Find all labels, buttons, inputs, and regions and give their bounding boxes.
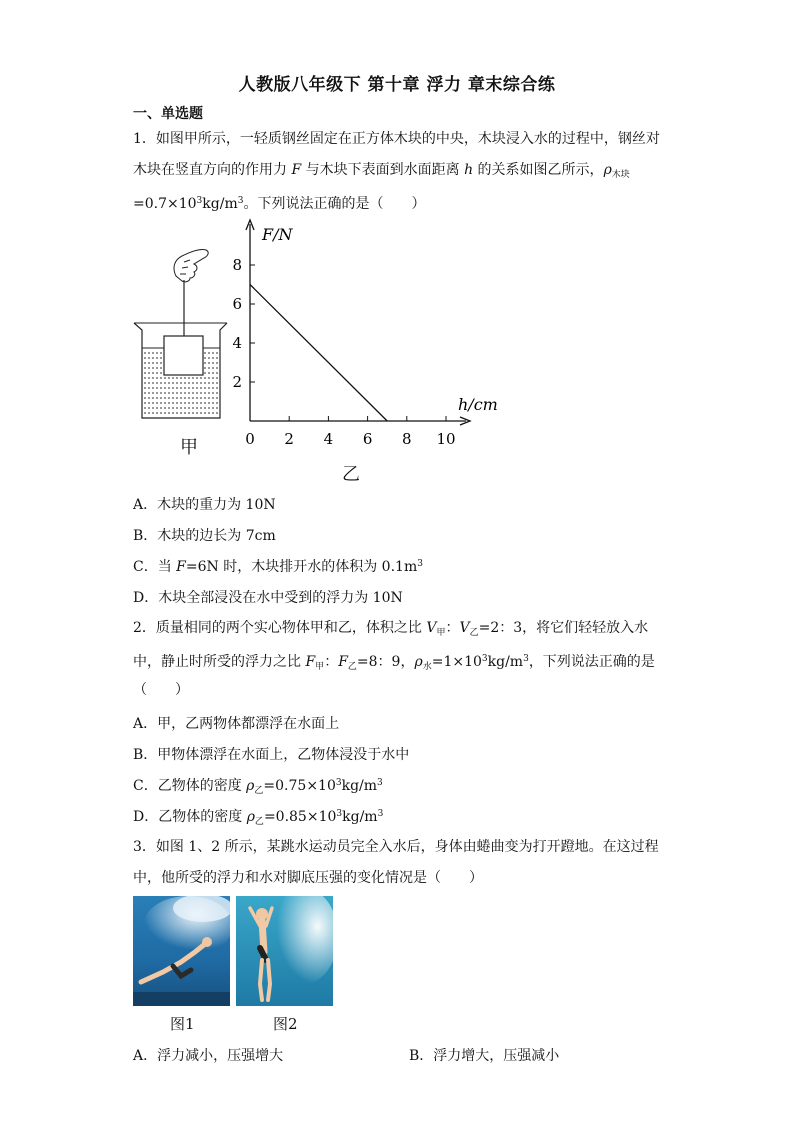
q1-exp: 3 [237, 196, 244, 206]
q1-exp: 3 [196, 196, 203, 206]
q2-rho: ρ [414, 654, 423, 670]
q2-text: ： [445, 620, 460, 636]
diver-photo-2 [236, 896, 333, 1006]
q2-var: F [305, 654, 316, 670]
q1-stem-line2 [133, 160, 630, 185]
chart-marks [250, 285, 387, 422]
x-tick-label: 2 [284, 430, 294, 448]
q2-text: =2：3，将它们轻轻放入水 [478, 620, 649, 636]
q2-text: ，下列说法正确的是 [528, 654, 655, 670]
q2-sub: 甲 [436, 628, 446, 638]
q2-sub: 水 [422, 662, 432, 672]
q2-text: =8：9， [356, 654, 415, 670]
q1-stem-line1: 1．如图甲所示，一轻质钢丝固定在正方体木块的中央，木块浸入水的过程中，钢丝对 [133, 131, 660, 147]
chart-ticks [232, 256, 455, 448]
q3-stem-line1: 3．如图 1、2 所示，某跳水运动员完全入水后，身体由蜷曲变为打开蹬地。在这过程 [133, 839, 659, 855]
q1-text: 。下列说法正确的是（ ） [243, 196, 426, 212]
photo-1-caption: 图1 [170, 1015, 195, 1033]
q1-option-a[interactable]: A．木块的重力为 10N [133, 497, 276, 513]
q3-stem-line2: 中，他所受的浮力和水对脚底压强的变化情况是（ ） [133, 870, 483, 886]
q2-sub: 乙 [347, 662, 357, 672]
q2-var: V [459, 620, 470, 636]
q1-text: 木块在竖直方向的作用力 [133, 162, 292, 178]
fig-caption-yi: 乙 [342, 464, 360, 485]
q1-text: =0.7×10 [133, 196, 197, 212]
q1-option-c[interactable] [133, 556, 423, 576]
x-axis-label: h/cm [458, 395, 498, 414]
q2-text: 中，静止时所受的浮力之比 [133, 654, 306, 670]
q1-var-f: F [291, 162, 302, 178]
y-tick-label: 8 [232, 256, 242, 274]
q2-option-c[interactable] [133, 775, 383, 796]
option-sub: 乙 [254, 786, 264, 796]
option-text: D．乙物体的密度 [133, 809, 247, 825]
q2-var: V [426, 620, 437, 636]
option-exp: 3 [417, 559, 423, 569]
q2-sub: 乙 [469, 628, 479, 638]
option-text: =6N 时，木块排开水的体积为 0.1m [185, 559, 418, 575]
y-axis-label: F/N [262, 225, 293, 244]
option-exp: 3 [336, 809, 343, 819]
q2-sub: 甲 [315, 662, 325, 672]
q2-exp: 3 [481, 654, 488, 664]
chart-axes [246, 220, 470, 425]
q2-exp: 3 [523, 654, 529, 664]
option-rho: ρ [246, 778, 255, 794]
figure-jia-beaker [128, 240, 228, 460]
option-exp: 3 [377, 809, 384, 819]
y-tick-label: 6 [232, 295, 242, 313]
x-tick-label: 6 [362, 430, 373, 448]
diver-photo-1 [133, 896, 230, 1006]
q2-stem-line1 [133, 618, 648, 643]
q1-option-b[interactable]: B．木块的边长为 7cm [133, 528, 276, 544]
q2-option-a[interactable]: A．甲，乙两物体都漂浮在水面上 [133, 716, 340, 732]
page-title: 人教版八年级下 第十章 浮力 章末综合练 [238, 75, 556, 95]
f-h-line [250, 285, 387, 422]
q3-option-b[interactable]: B．浮力增大，压强减小 [409, 1048, 560, 1064]
q1-text: 的关系如图乙所示， [473, 162, 604, 178]
fig-caption-jia: 甲 [180, 437, 198, 458]
q2-option-d[interactable] [133, 806, 383, 827]
q1-rho: ρ [603, 162, 612, 178]
q2-stem-line2 [133, 649, 655, 677]
x-tick-label: 4 [323, 430, 334, 448]
option-exp: 3 [335, 778, 342, 788]
option-sub: 乙 [254, 817, 264, 827]
q1-var-h: h [464, 162, 474, 178]
figure-yi-chart [230, 218, 510, 450]
option-text: kg/m [341, 778, 378, 794]
x-tick-label: 0 [245, 430, 255, 448]
q1-rho-sub: 木块 [611, 170, 630, 180]
q2-text: =1×10 [431, 654, 482, 670]
q1-text: 与木块下表面到水面距离 [301, 162, 465, 178]
option-exp: 3 [377, 778, 383, 788]
q2-option-b[interactable]: B．甲物体漂浮在水面上，乙物体浸没于水中 [133, 747, 410, 763]
hand-icon [174, 249, 208, 281]
q2-text: 2．质量相同的两个实心物体甲和乙，体积之比 [133, 620, 427, 636]
q2-stem-line3: （ ） [133, 682, 189, 698]
option-var: F [176, 559, 186, 575]
q1-option-d[interactable]: D．木块全部浸没在水中受到的浮力为 10N [133, 590, 403, 606]
option-text: C．乙物体的密度 [133, 778, 247, 794]
q1-text: kg/m [202, 196, 238, 212]
option-text: =0.85×10 [263, 809, 337, 825]
x-tick-label: 8 [402, 430, 412, 448]
x-tick-label: 10 [436, 430, 456, 448]
option-text: C．当 [133, 559, 177, 575]
q2-var: F [338, 654, 348, 670]
q3-option-a[interactable]: A．浮力减小，压强增大 [133, 1048, 284, 1064]
y-tick-label: 4 [232, 334, 242, 352]
section-heading: 一、单选题 [133, 106, 203, 122]
option-text: =0.75×10 [263, 778, 336, 794]
q2-text: kg/m [487, 654, 524, 670]
wood-block [164, 336, 203, 375]
option-text: kg/m [342, 809, 378, 825]
y-tick-label: 2 [232, 373, 242, 391]
q1-stem-line3 [133, 191, 425, 214]
q2-text: ： [324, 654, 339, 670]
photo-2-caption: 图2 [273, 1015, 298, 1033]
option-rho: ρ [246, 809, 255, 825]
